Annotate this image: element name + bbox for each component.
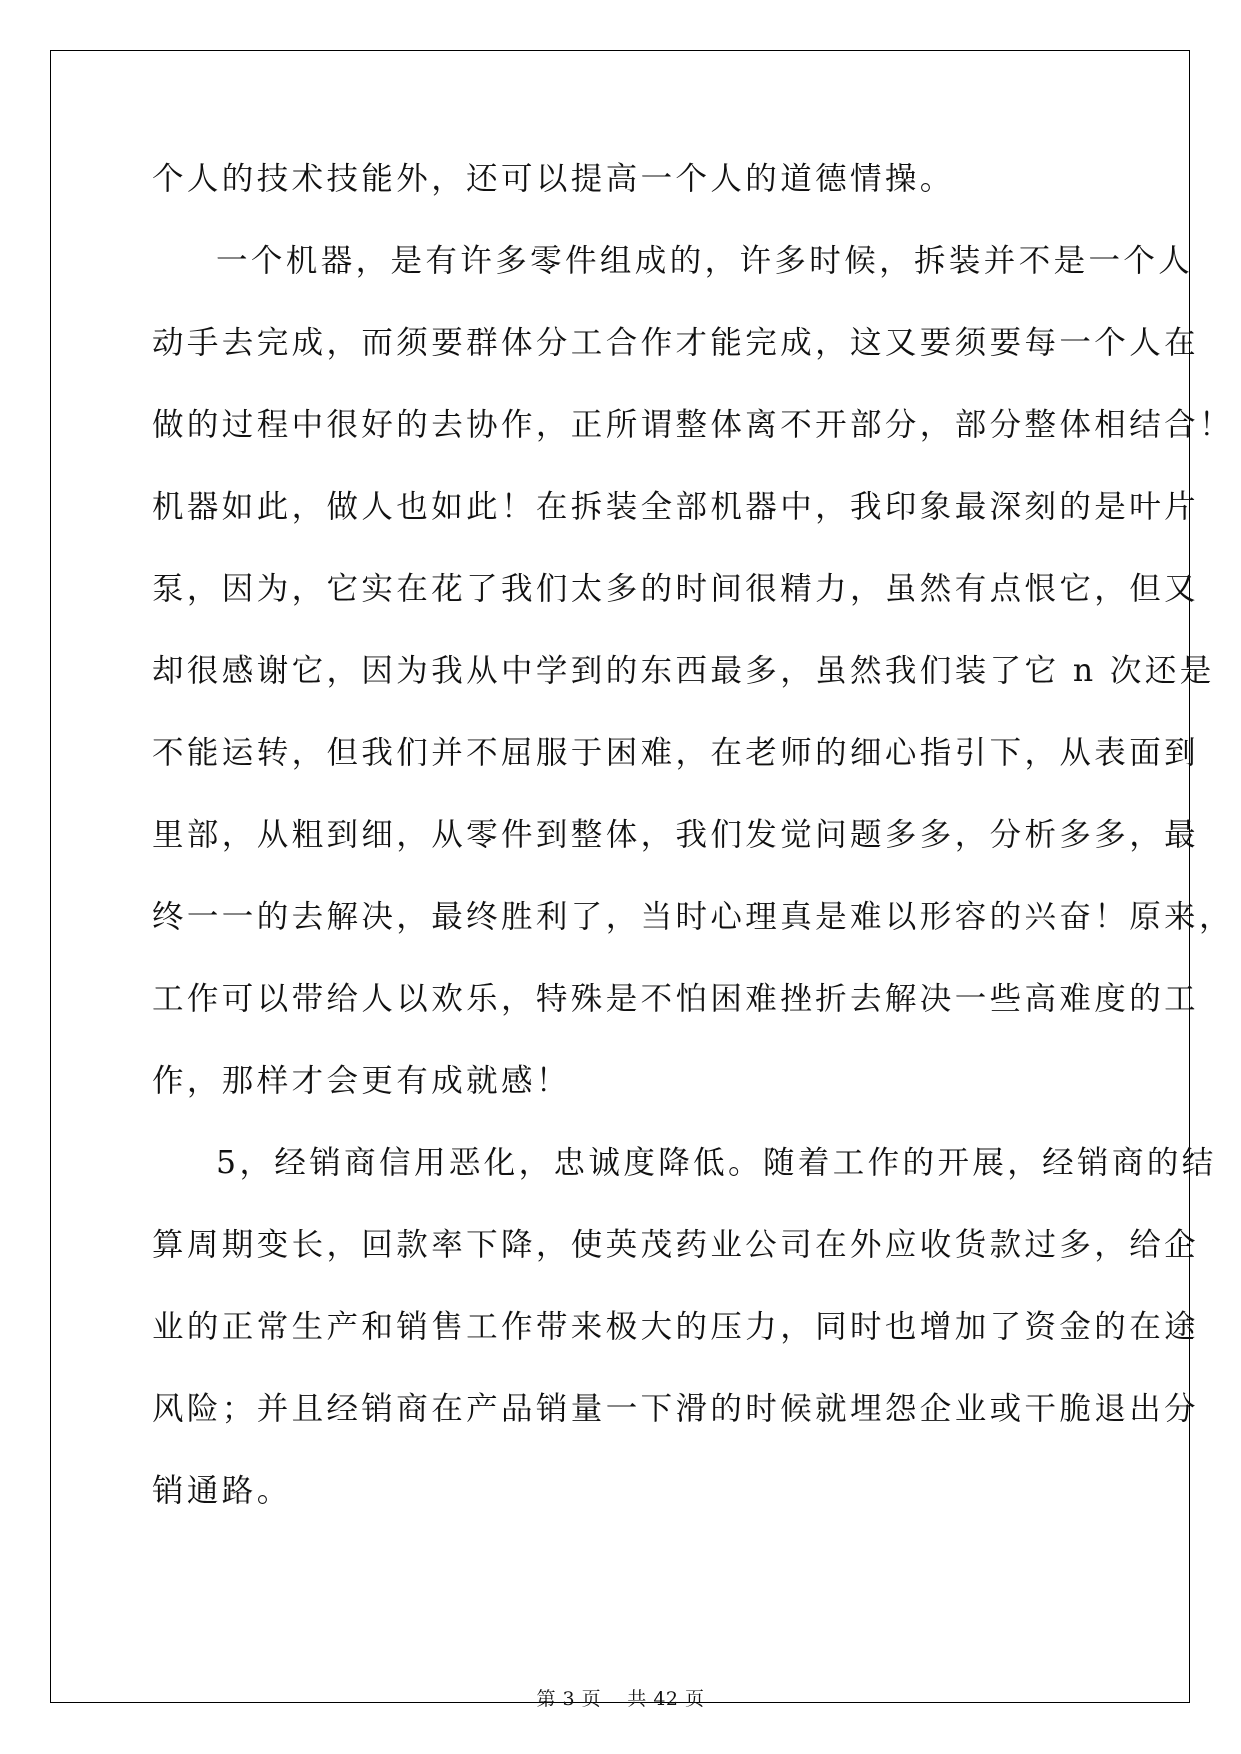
text-line: 做的过程中很好的去协作，正所谓整体离不开部分，部分整体相结合！	[152, 407, 1234, 443]
text-line: 个人的技术技能外，还可以提高一个人的道德情操。	[152, 161, 955, 197]
text-line: 销通路。	[152, 1473, 292, 1509]
paragraph-first-line: 一个机器，是有许多零件组成的，许多时候，拆装并不是一个人	[216, 243, 1194, 279]
text-line: 不能运转，但我们并不屈服于困难，在老师的细心指引下，从表面到	[152, 735, 1200, 771]
text-line: 作，那样才会更有成就感！	[152, 1063, 571, 1099]
page-number-footer: 第 3 页 共 42 页	[536, 1688, 705, 1710]
text-line: 风险；并且经销商在产品销量一下滑的时候就埋怨企业或干脆退出分	[152, 1391, 1200, 1427]
document-body	[152, 155, 1234, 1549]
text-line: 却很感谢它，因为我从中学到的东西最多，虽然我们装了它 n 次还是	[152, 653, 1215, 689]
text-line: 算周期变长，回款率下降，使英茂药业公司在外应收货款过多，给企	[152, 1227, 1200, 1263]
text-line: 机器如此，做人也如此！在拆装全部机器中，我印象最深刻的是叶片	[152, 489, 1200, 525]
text-line: 工作可以带给人以欢乐，特殊是不怕困难挫折去解决一些高难度的工	[152, 981, 1200, 1017]
text-line: 泵，因为，它实在花了我们太多的时间很精力，虽然有点恨它，但又	[152, 571, 1200, 607]
paragraph-first-line: 5，经销商信用恶化，忠诚度降低。随着工作的开展，经销商的结	[216, 1145, 1217, 1181]
text-line: 动手去完成，而须要群体分工合作才能完成，这又要须要每一个人在	[152, 325, 1200, 361]
text-line: 业的正常生产和销售工作带来极大的压力，同时也增加了资金的在途	[152, 1309, 1200, 1345]
text-line: 里部，从粗到细，从零件到整体，我们发觉问题多多，分析多多，最	[152, 817, 1200, 853]
text-line: 终一一的去解决，最终胜利了，当时心理真是难以形容的兴奋！原来，	[152, 899, 1234, 935]
